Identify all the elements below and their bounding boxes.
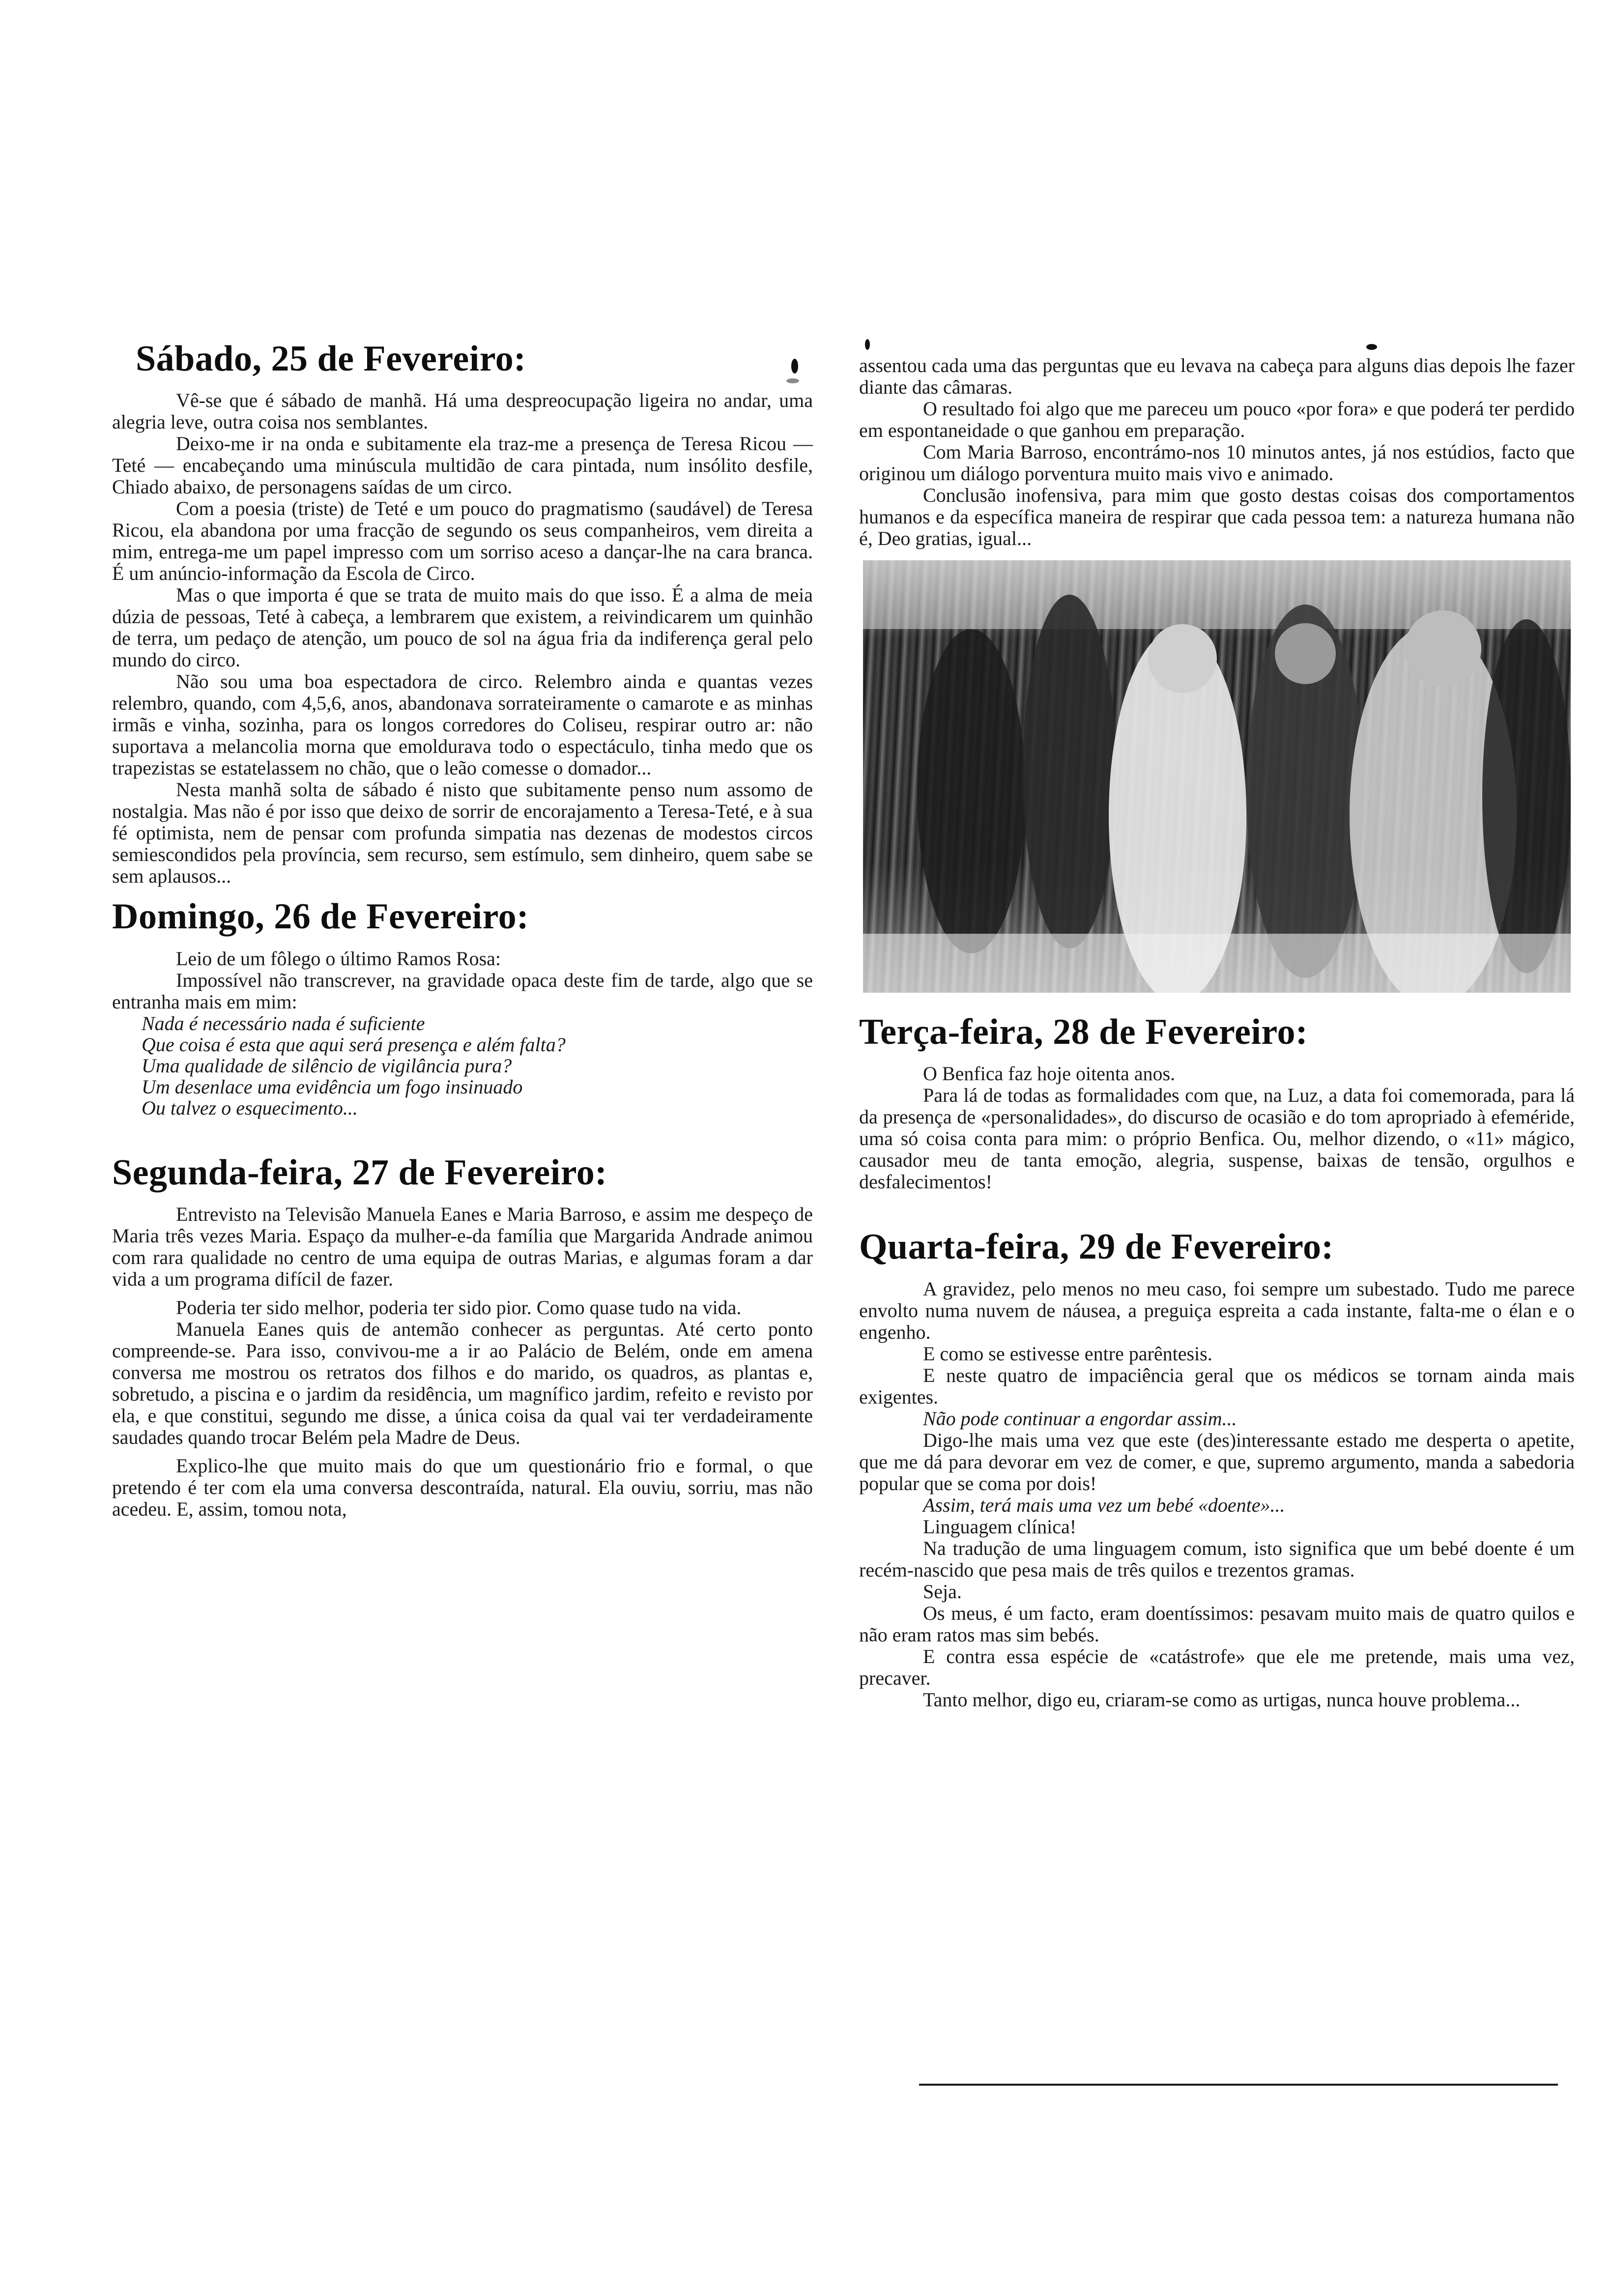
poem-line: Ou talvez o esquecimento... [142,1096,358,1119]
sabado-paragraph: Mas o que importa é que se trata de muito mais do que isso. É a alma de meia dúzia de pessoas, Teté à cabeça, a lembrarem que existem, a reivindicarem um quinhão de terra, um pedaço de atenção, um pouco de sol na água fria da indiferença geral pelo mundo do circo. [112,584,813,671]
quarta-paragraph: E contra essa espécie de «catástrofe» que ele me pretende, mais uma vez, precaver. [859,1645,1575,1689]
quarta-paragraph: A gravidez, pelo menos no meu caso, foi sempre um subestado. Tudo me parece envolto numa nuvem de náusea, a preguiça espreita a cada instante, falta-me o élan e o engenho. [859,1277,1575,1343]
continuation-paragraph: Conclusão inofensiva, para mim que gosto destas coisas dos comportamentos humanos e da específica maneira de respirar que cada pessoa tem: a natureza humana não é, Deo gratias, igual... [859,484,1575,549]
heading-quarta: Quarta-feira, 29 de Fevereiro: [859,1227,1334,1267]
continuation-paragraph: Com Maria Barroso, encontrámo-nos 10 minutos antes, já nos estúdios, facto que originou um diálogo porventura muito mais vivo e animado. [859,441,1575,485]
sabado-paragraph: Nesta manhã solta de sábado é nisto que subitamente penso num assomo de nostalgia. Mas não é por isso que deixo de sorrir de encorajamento a Teresa-Teté, e à sua fé optimista, nem de pensar com profunda simpatia nas dezenas de modestos circos semiescondidos pela província, sem recurso, sem estímulo, sem dinheiro, quem sabe se sem aplausos... [112,778,813,888]
sabado-paragraph: Vê-se que é sábado de manhã. Há uma despreocupação ligeira no andar, uma alegria leve, outra coisa nos semblantes. [112,389,813,433]
continuation-first-line: assentou cada uma das perguntas que eu levava na cabeça para alguns dias depois lhe fazer diante das câmaras. [859,354,1575,398]
segunda-paragraph: Entrevisto na Televisão Manuela Eanes e Maria Barroso, e assim me despeço de Maria três vezes Maria. Espaço da mulher-e-da família que Margarida Andrade animou com rara qualidade no centro de uma equipa de outras Marias, e algumas foram a dar vida a um programa difícil de fazer. [112,1203,813,1291]
segunda-paragraph: Poderia ter sido melhor, poderia ter sido pior. Como quase tudo na vida. [176,1296,742,1319]
scan-speck [791,359,798,373]
quarta-text [859,1278,1575,1711]
quarta-paragraph: Assim, terá mais uma vez um bebé «doente»... [923,1493,1285,1516]
photo-figures [863,560,1571,993]
terca-paragraph: O Benfica faz hoje oitenta anos. [923,1062,1176,1085]
quarta-paragraph: Tanto melhor, digo eu, criaram-se como as urtigas, nunca houve problema... [923,1688,1521,1711]
quarta-paragraph: Não pode continuar a engordar assim... [923,1407,1237,1430]
poem-line: Um desenlace uma evidência um fogo insinuado [142,1075,523,1098]
terca-text [859,1063,1575,1193]
domingo-paragraph: Leio de um fôlego o último Ramos Rosa: [176,947,501,970]
quarta-paragraph: Linguagem clínica! [923,1515,1077,1538]
sabado-paragraph: Deixo-me ir na onda e subitamente ela traz-me a presença de Teresa Ricou — Teté — encabeçando uma minúscula multidão de cara pintada, num insólito desfile, Chiado abaixo, de personagens saídas de um circo. [112,432,813,498]
segunda-paragraph: Explico-lhe que muito mais do que um questionário frio e formal, o que pretendo é ter com ela uma conversa descontraída, natural. Ela ouviu, sorriu, mas não acedeu. E, assim, tomou nota, [112,1455,813,1521]
continuation-paragraph: O resultado foi algo que me pareceu um pouco «por fora» e que poderá ter perdido em espontaneidade o que ganhou em preparação. [859,398,1575,441]
terca-paragraph: Para lá de todas as formalidades com que, na Luz, a data foi comemorada, para lá da presença de «personalidades», do discurso de ocasião e do tom apropriado à efeméride, uma só coisa conta para mim: o próprio Benfica. Ou, melhor dizendo, o «11» mágico, causador meu de tanta emoção, alegria, suspense, baixas de tensão, orgulhos e desfalecimentos! [859,1084,1575,1193]
poem-line: Uma qualidade de silêncio de vigilância pura? [142,1054,512,1077]
domingo-paragraph: Impossível não transcrever, na gravidade opaca deste fim de tarde, algo que se entranha mais em mim: [112,969,813,1013]
sabado-paragraph: Não sou uma boa espectadora de circo. Relembro ainda e quantas vezes relembro, quando, com 4,5,6, anos, abandonava sorrateiramente o camarote e as minhas irmãs e vinha, sozinha, para os longos corredores do Coliseu, respirar outro ar: não suportava a melancolia morna que emoldurava todo o espectáculo, tinha medo que os trapezistas se estatelassem no chão, que o leão comesse o domador... [112,670,813,779]
benfica-photo [863,560,1571,993]
heading-terca: Terça-feira, 28 de Fevereiro: [859,1012,1308,1052]
heading-sabado: Sábado, 25 de Fevereiro: [136,339,526,379]
heading-segunda: Segunda-feira, 27 de Fevereiro: [112,1152,607,1193]
quarta-paragraph: E como se estivesse entre parêntesis. [923,1342,1212,1365]
scan-speck [865,339,870,350]
sabado-text [112,390,813,887]
domingo-text [112,948,813,1119]
poem [142,1013,813,1119]
poem-line: Nada é necessário nada é suficiente [142,1012,425,1034]
quarta-paragraph: Na tradução de uma linguagem comum, isto significa que um bebé doente é um recém-nascido que pesa mais de três quilos e trezentos gramas. [859,1537,1575,1581]
right-column [859,355,1575,1711]
left-column [112,339,813,1520]
quarta-paragraph: Os meus, é um facto, eram doentíssimos: pesavam muito mais de quatro quilos e não eram ratos mas sim bebés. [859,1602,1575,1646]
segunda-text [112,1204,813,1520]
segunda-continuation [859,355,1575,549]
segunda-paragraph: Manuela Eanes quis de antemão conhecer as perguntas. Até certo ponto compreende-se. Para isso, convivou-me a ir ao Palácio de Belém, onde em amena conversa me mostrou os retratos dos filhos e do marido, os quadros, as plantas e, sobretudo, a piscina e o jardim da residência, um magnífico jardim, refeito e revisto por ela, e que constitui, segundo me disse, a única coisa da qual vai ter verdadeiramente saudades quando trocar Belém pela Madre de Deus. [112,1318,813,1449]
heading-domingo: Domingo, 26 de Fevereiro: [112,896,529,937]
scan-speck [1366,344,1377,350]
quarta-paragraph: Digo-lhe mais uma vez que este (des)interessante estado me desperta o apetite, que me dá para devorar em vez de comer, e que, supremo argumento, manda a sabedoria popular que se coma por dois! [859,1429,1575,1494]
scan-speck [786,378,799,383]
sabado-paragraph: Com a poesia (triste) de Teté e um pouco do pragmatismo (saudável) de Teresa Ricou, ela abandona por uma fracção de segundo os seus companheiros, vem direita a mim, entrega-me um papel impresso com um sorriso aceso a dançar-lhe na cara branca. É um anúncio-informação da Escola de Circo. [112,497,813,585]
poem-line: Que coisa é esta que aqui será presença e além falta? [142,1033,566,1056]
quarta-paragraph: E neste quatro de impaciência geral que os médicos se tornam ainda mais exigentes. [859,1364,1575,1408]
quarta-paragraph: Seja. [923,1580,962,1603]
end-rule [919,2084,1558,2086]
